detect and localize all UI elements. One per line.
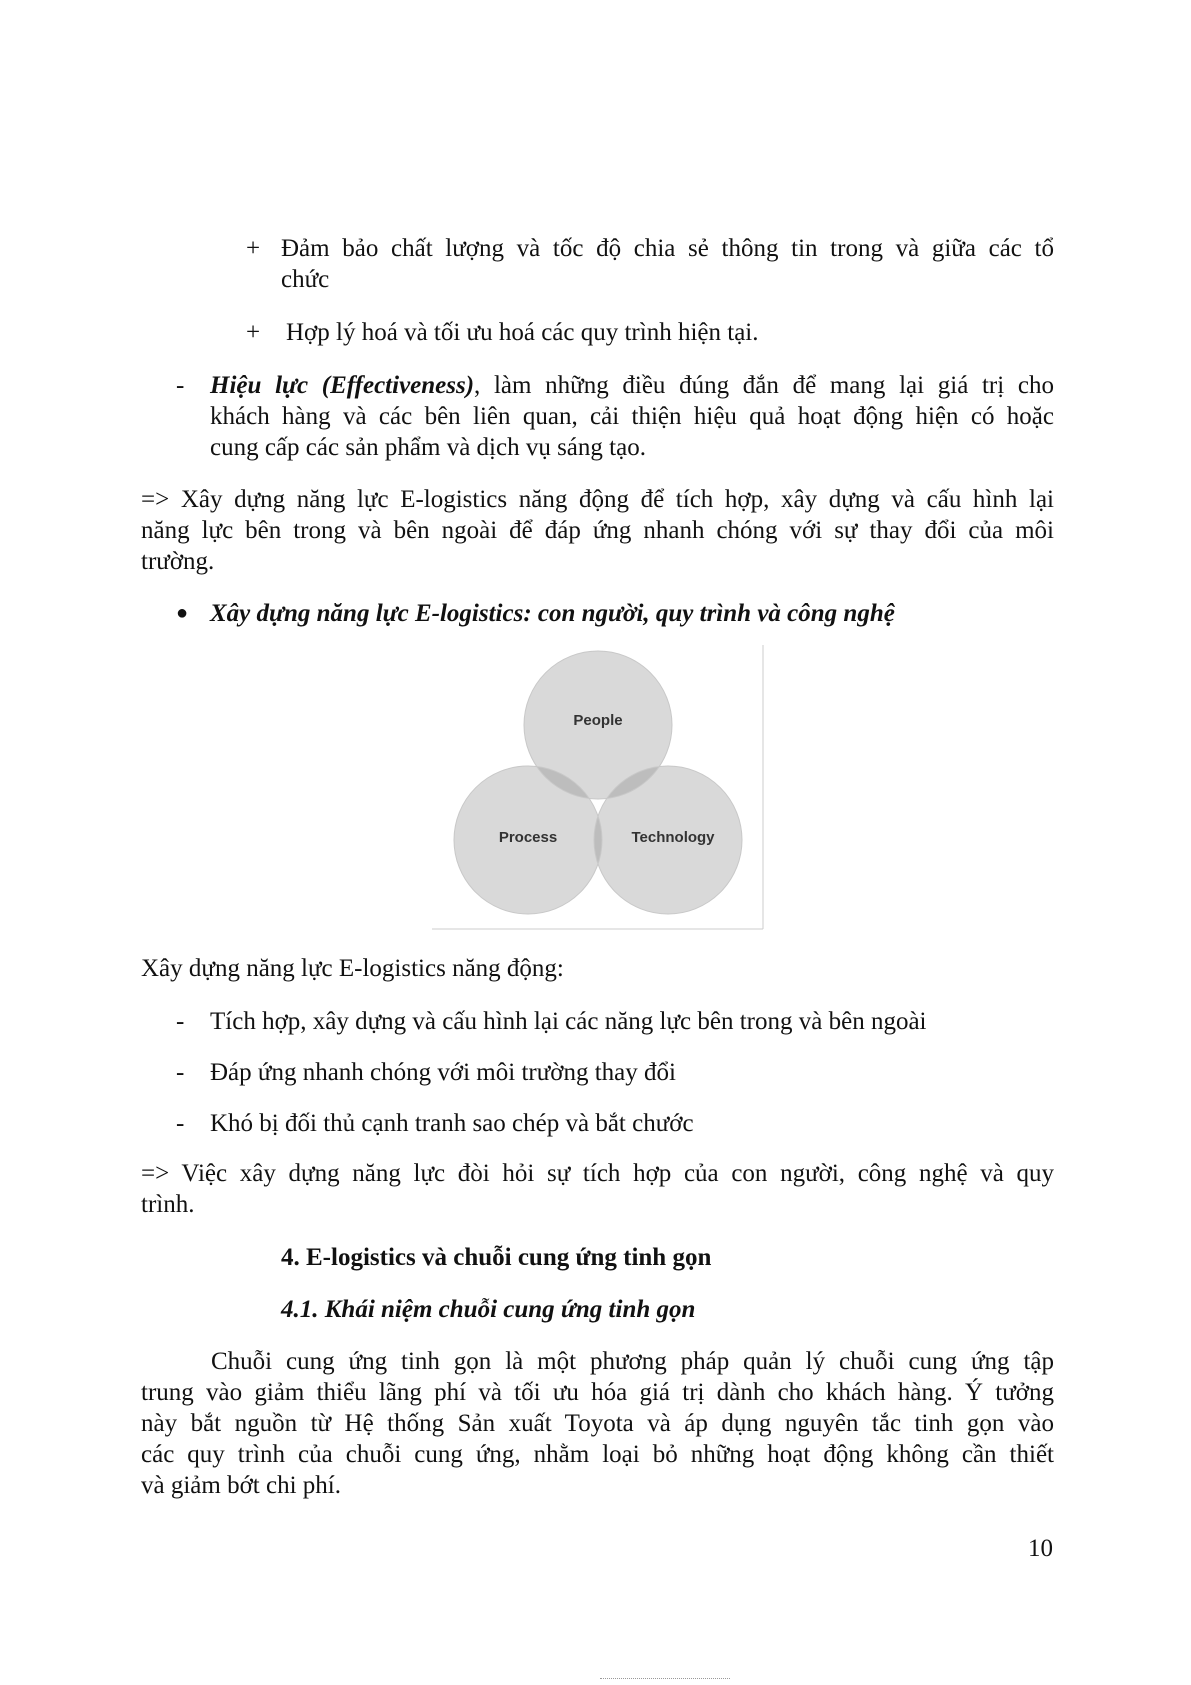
conclusion-line: => Xây dựng năng lực E-logistics năng động để tích hợp, xây dựng và cấu hình lại <box>141 486 1054 513</box>
paragraph-line: Chuỗi cung ứng tinh gọn là một phương pháp quản lý chuỗi cung ứng tập <box>211 1348 1054 1375</box>
paragraph-line: các quy trình của chuỗi cung ứng, nhằm loại bỏ những hoạt động không cần thiết <box>141 1441 1054 1468</box>
bullet-marker: ● <box>176 602 189 624</box>
section-heading: 4. E-logistics và chuỗi cung ứng tinh gọn <box>281 1244 712 1271</box>
effectiveness-line-3: cung cấp các sản phẩm và dịch vụ sáng tạo. <box>210 434 646 461</box>
technology-label: Technology <box>631 829 715 846</box>
dynamic-title: Xây dựng năng lực E-logistics năng động: <box>141 955 564 982</box>
paragraph-line: trung vào giảm thiểu lãng phí và tối ưu hóa giá trị dành cho khách hàng. Ý tưởng <box>141 1379 1054 1406</box>
dash-marker: - <box>176 1110 185 1137</box>
paragraph-line: và giảm bớt chi phí. <box>141 1472 341 1499</box>
plus-marker: + <box>246 319 261 346</box>
dynamic-item: Tích hợp, xây dựng và cấu hình lại các năng lực bên trong và bên ngoài <box>210 1008 927 1035</box>
sub-item-line: Hợp lý hoá và tối ưu hoá các quy trình hiện tại. <box>286 319 759 346</box>
paragraph-line: này bắt nguồn từ Hệ thống Sản xuất Toyota và áp dụng nguyên tắc tinh gọn vào <box>141 1410 1054 1437</box>
process-label: Process <box>498 829 558 846</box>
conclusion-line: năng lực bên trong và bên ngoài để đáp ứng nhanh chóng với sự thay đổi của môi <box>141 517 1054 544</box>
effectiveness-line-2: khách hàng và các bên liên quan, cải thiện hiệu quả hoạt động hiện có hoặc <box>210 403 1054 430</box>
effectiveness-line-1 <box>210 370 1054 401</box>
dash-marker: - <box>176 1059 185 1086</box>
dash-marker: - <box>176 1008 185 1035</box>
page-number: 10 <box>1028 1535 1053 1562</box>
conclusion-line: trình. <box>141 1191 195 1218</box>
dash-marker: - <box>176 372 185 399</box>
conclusion-line: => Việc xây dựng năng lực đòi hỏi sự tích hợp của con người, công nghệ và quy <box>141 1160 1054 1187</box>
venn-diagram-svg <box>432 645 764 930</box>
bullet-heading: Xây dựng năng lực E-logistics: con người, quy trình và công nghệ <box>210 600 895 627</box>
bottom-dotted-rule <box>600 1678 730 1680</box>
effectiveness-text: , làm những điều đúng đắn để mang lại giá trị cho <box>474 372 1054 399</box>
sub-item-line: chức <box>281 266 330 293</box>
plus-marker: + <box>246 235 261 262</box>
dynamic-item: Đáp ứng nhanh chóng với môi trường thay đổi <box>210 1059 676 1086</box>
venn-diagram <box>432 645 764 930</box>
subsection-heading: 4.1. Khái niệm chuỗi cung ứng tinh gọn <box>281 1296 696 1323</box>
dynamic-item: Khó bị đối thủ cạnh tranh sao chép và bắt chước <box>210 1110 694 1137</box>
sub-item-line: Đảm bảo chất lượng và tốc độ chia sẻ thông tin trong và giữa các tổ <box>281 235 1054 262</box>
people-label: People <box>573 712 623 729</box>
effectiveness-term: Hiệu lực (Effectiveness) <box>210 372 475 399</box>
conclusion-line: trường. <box>141 548 215 575</box>
